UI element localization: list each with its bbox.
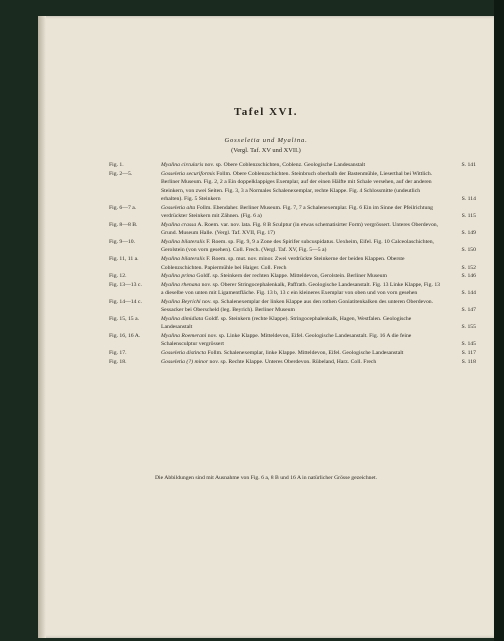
page-reference: S. 115 xyxy=(461,213,476,220)
figure-entry xyxy=(109,221,489,238)
figure-entry xyxy=(109,315,489,332)
figure-number: Fig. 15, 15 a. xyxy=(109,315,140,322)
figure-text: nov. sp. Rechte Klappe. Unteres Oberdevon. Rübeland, Harz. Coll. Frech xyxy=(208,358,377,365)
figure-number: Fig. 8—8 B. xyxy=(109,221,138,228)
species-name: Myalina prima xyxy=(161,273,195,280)
plate-subtitle: Gosseletia und Myalina. xyxy=(224,137,308,144)
figure-text: Follm. Ebendaher. Berliner Museum. Fig. 7, 7 a Schalenexemplar. Fig. 6 Ein im Sinne der Pfeilrichtung verdrückter Steinkern mit Zähnen. (Fig. 6 a) xyxy=(161,204,434,220)
figure-description xyxy=(161,332,441,349)
figure-entry xyxy=(109,281,489,298)
figure-number: Fig. 1. xyxy=(109,162,124,168)
page-reference: S. 145 xyxy=(461,341,476,348)
figure-number: Fig. 2—5. xyxy=(109,170,133,177)
figure-number: Fig. 16, 16 A. xyxy=(109,332,141,339)
figure-description xyxy=(161,161,441,170)
figure-text: F. Roem. sp. mut. nov. minor. Zwei verdrückte Steinkerne der beiden Klappen. Oberste Coblenzschichten. Papiermühle bei Haiger. Coll. Frech xyxy=(161,256,405,271)
species-name: Myalina rhenana xyxy=(161,281,201,288)
page-reference: S. 146 xyxy=(461,273,476,280)
figure-entry xyxy=(109,255,489,272)
figure-text: nov. sp. Schalenexemplar der linken Klappe aus den rothen Goniatitenkalken des unteren Oberdevon. Sessacker bei Oberscheld (leg. Beyrich). Berliner Museum xyxy=(161,298,434,314)
page-reference: S. 150 xyxy=(461,247,476,254)
figure-number: Fig. 14—14 c. xyxy=(109,298,142,305)
species-name: Myalina dimidiata xyxy=(161,315,204,322)
species-name: Myalina Roemerani xyxy=(161,332,207,339)
species-name: Myalina bilateralis xyxy=(161,256,205,263)
figure-number: Fig. 6—7 a. xyxy=(109,204,137,211)
figure-description xyxy=(161,349,441,358)
page-reference: S. 117 xyxy=(461,350,476,357)
species-name: Myalina Beyrichi xyxy=(161,298,201,305)
figure-text: A. Roem. var. nov. lata. Fig. 8 B Sculptur (in etwas schematisirter Form) vergrössert. Unteres Oberdevon, Grund. Museum Halle. (Vergl. Taf. XVII, Fig. 17) xyxy=(161,221,439,237)
figure-text: F. Roem. sp. Fig. 9, 9 a Zone des Spirifer subcuspidatus. Uexheim, Eifel. Fig. 10 Calceolaschichten, Gerolstein (von vorn gesehen). Coll. Frech. (Vergl. Taf. XV, Fig. 5—5 a) xyxy=(161,238,434,254)
figure-description xyxy=(161,315,441,332)
figure-description xyxy=(161,255,441,272)
figure-entry xyxy=(109,349,489,358)
species-name: Myalina crassa xyxy=(161,221,197,228)
page-reference: S. 147 xyxy=(461,307,476,314)
figure-number: Fig. 11, 11 a. xyxy=(109,256,139,263)
figure-description xyxy=(161,204,441,221)
figure-text: nov. sp. Obere Coblenzschichten, Coblenz. Geologische Landesanstalt xyxy=(203,162,366,168)
figure-text: Follm. Obere Coblenzschichten. Steinbruch oberhalb der Bastenmühle, Lieserthal bei Wittlich. Berliner Museum. Fig. 2, 2 a Ein doppelklappiges Exemplar, auf der einen Hälfte mit Schale versehen, auf der anderen Steinkern, von zwei Seiten. Fig. 3, 3 a Normales Schalenexemplar, rechte Klappe. Fig. 4 Schlossmitte (undeutlich erhalten). Fig. 5 Steinkern xyxy=(161,170,433,203)
page-reference: S. 118 xyxy=(461,358,476,365)
figure-entry xyxy=(109,332,489,349)
figure-description xyxy=(161,272,441,281)
figure-entry xyxy=(109,204,489,221)
figure-number: Fig. 18. xyxy=(109,358,127,365)
figure-entry xyxy=(109,298,489,315)
plate-title: Tafel XVI. xyxy=(233,106,299,118)
figure-text: Goldf. sp. Steinkern der rechten Klappe. Mitteldevon, Gerolstein. Berliner Museum xyxy=(194,273,387,280)
figure-list xyxy=(109,161,489,366)
species-name: Myalina bilateralis xyxy=(161,238,205,245)
figure-description xyxy=(161,358,441,367)
page-reference: S. 155 xyxy=(461,324,476,331)
page-reference: S. 149 xyxy=(461,230,476,237)
figure-text: Goldf. sp. Steinkern (rechte Klappe). Stringocephalenkalk, Hagen, Westfalen. Geologische Landesanstalt xyxy=(161,315,412,331)
plate-reference: (Vergl. Taf. XV und XVII.) xyxy=(231,147,301,154)
figure-text: nov. sp. Oberer Stringocephalenkalk, Paffrath. Geologische Landesanstalt. Fig. 13 Linke Klappe, Fig. 13 a dieselbe von unten mit Ligamentfläche. Fig. 13 b, 13 c ein kleineres Exemplar von oben und von vorn gesehen xyxy=(161,281,441,297)
figure-number: Fig. 9—10. xyxy=(109,238,136,245)
figure-text: Follm. Schalenexemplar, linke Klappe. Mitteldevon, Eifel. Geologische Landesanstalt xyxy=(206,350,404,357)
species-name: Gosseletia securiformis xyxy=(161,170,215,177)
species-name: Gosseletia alta xyxy=(161,204,196,211)
figure-number: Fig. 12. xyxy=(109,273,127,280)
figure-entry xyxy=(109,272,489,281)
species-name: Gosseletia distincta xyxy=(161,350,207,357)
figure-description xyxy=(161,238,441,255)
page-reference: S. 144 xyxy=(461,290,476,297)
page-reference: S. 141 xyxy=(461,162,476,168)
figure-description xyxy=(161,221,441,238)
species-name: Myalina circularis xyxy=(161,162,204,168)
figure-number: Fig. 17. xyxy=(109,350,127,357)
figure-entry xyxy=(109,161,489,170)
species-name: Gosseletia (?) minor xyxy=(161,358,209,365)
figure-entry xyxy=(109,358,489,367)
figure-entry xyxy=(109,238,489,255)
page-reference: S. 114 xyxy=(461,196,476,203)
figure-text: nov. sp. Linke Klappe. Mitteldevon, Eifel. Geologische Landesanstalt. Fig. 16 A die feine Schalensculptur vergrössert xyxy=(161,332,412,348)
figure-entry xyxy=(109,170,489,204)
footnote: Die Abbildungen sind mit Ausnahme von Fig. 6 a, 8 B und 16 A in natürlicher Grösse gezeichnet. xyxy=(154,475,378,481)
scan-edge xyxy=(494,0,504,641)
figure-number: Fig. 13—13 c. xyxy=(109,281,142,288)
figure-description xyxy=(161,298,441,315)
figure-description xyxy=(161,281,441,298)
figure-description xyxy=(161,170,441,204)
page-reference: S. 152 xyxy=(461,264,476,271)
